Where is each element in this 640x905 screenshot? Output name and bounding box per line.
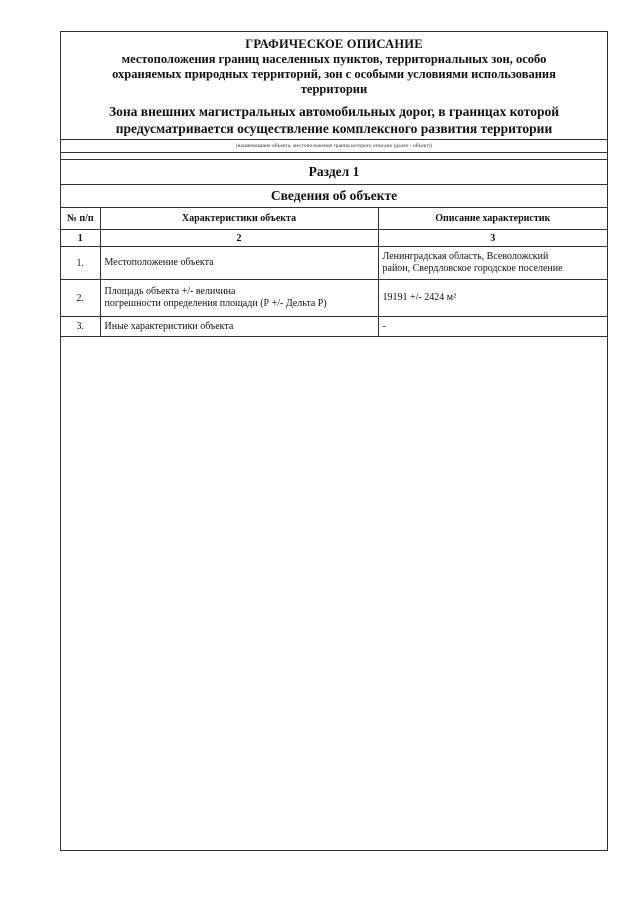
object-name — [69, 103, 599, 138]
object-name-line: Зона внешних магистральных автомобильных дорог, в границах которой — [109, 104, 559, 119]
row-characteristic — [100, 280, 378, 317]
column-header-number: № п/п — [61, 208, 100, 230]
row-number: 3. — [61, 317, 100, 337]
description-line: район, Свердловское городское поселение — [382, 263, 563, 274]
document-title: ГРАФИЧЕСКОЕ ОПИСАНИЕ — [245, 37, 423, 51]
description-line: Ленинградская область, Всеволожский — [382, 251, 549, 262]
row-number: 2. — [61, 280, 100, 317]
subtitle-line: территории — [300, 82, 368, 96]
object-caption: (наименование объекта, местоположение границ которого описано (далее - объект)) — [61, 139, 607, 153]
column-index: 3 — [378, 230, 607, 247]
description-line: 19191 +/- 2424 м² — [382, 292, 457, 303]
document-subtitle — [69, 52, 599, 97]
column-header-description: Описание характеристик — [378, 208, 607, 230]
description-line: - — [382, 320, 386, 332]
row-number: 1. — [61, 247, 100, 280]
table-row — [61, 317, 607, 337]
document-header — [61, 32, 607, 138]
row-description — [378, 247, 607, 280]
row-description — [378, 317, 607, 337]
table-row — [61, 280, 607, 317]
column-index: 2 — [100, 230, 378, 247]
characteristic-line: Местоположение объекта — [104, 257, 214, 268]
info-title: Сведения об объекте — [61, 185, 607, 208]
subtitle-line: местоположения границ населенных пунктов, территориальных зон, особо — [121, 52, 547, 66]
column-header-characteristic: Характеристики объекта — [100, 208, 378, 230]
table-header-row — [61, 208, 607, 230]
section-title: Раздел 1 — [61, 160, 607, 185]
object-name-line: предусматривается осуществление комплексного развития территории — [115, 121, 553, 136]
characteristic-line: Площадь объекта +/- величина — [104, 286, 236, 297]
divider — [61, 153, 607, 160]
table-row — [61, 247, 607, 280]
row-characteristic — [100, 247, 378, 280]
row-characteristic — [100, 317, 378, 337]
characteristic-line: Иные характеристики объекта — [104, 320, 234, 332]
table-index-row — [61, 230, 607, 247]
object-properties-table — [61, 208, 607, 337]
characteristic-line: погрешности определения площади (Р +/- Дельта Р) — [104, 298, 327, 309]
subtitle-line: охраняемых природных территорий, зон с особыми условиями использования — [112, 67, 556, 81]
row-description — [378, 280, 607, 317]
document-frame — [60, 31, 608, 851]
column-index: 1 — [61, 230, 100, 247]
